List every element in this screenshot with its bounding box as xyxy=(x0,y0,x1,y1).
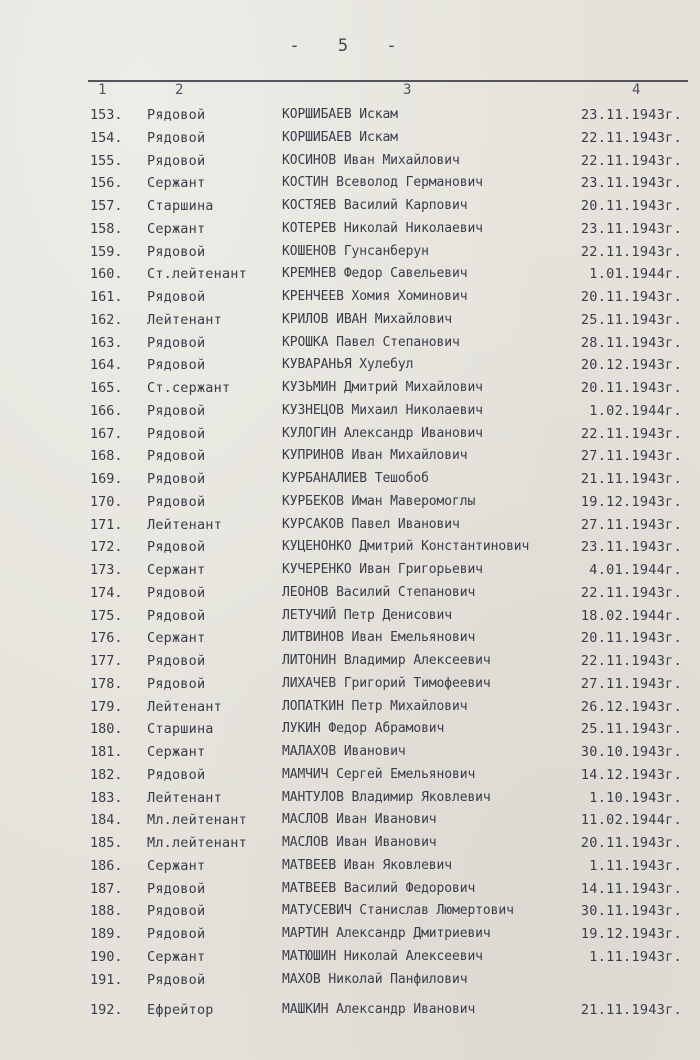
row-rank: Ст.сержант xyxy=(147,380,231,396)
row-name: ЛЕТУЧИЙ Петр Денисович xyxy=(282,607,452,623)
list-item xyxy=(0,718,700,741)
row-rank: Лейтенант xyxy=(147,516,222,533)
row-rank: Мл.лейтенант xyxy=(147,835,247,851)
row-number: 156. xyxy=(90,175,123,192)
row-name: КУЗЬМИН Дмитрий Михайлович xyxy=(282,380,483,395)
row-number: 181. xyxy=(90,744,123,760)
row-number: 174. xyxy=(90,584,123,601)
row-number: 191. xyxy=(90,971,123,988)
row-name: ЛИХАЧЕВ Григорий Тимофеевич xyxy=(282,675,491,691)
row-date: 19.12.1943г. xyxy=(580,493,682,510)
row-number: 166. xyxy=(90,402,123,419)
row-date: 14.12.1943г. xyxy=(580,766,682,783)
row-rank: Сержант xyxy=(147,175,206,192)
row-rank: Сержант xyxy=(147,744,206,760)
row-name: КРОШКА Павел Степанович xyxy=(282,334,460,350)
row-name: КУРБЕКОВ Иман Маверомоглы xyxy=(282,493,476,509)
row-number: 183. xyxy=(90,789,123,806)
row-rank: Рядовой xyxy=(147,107,206,123)
row-name: КУЧЕРЕНКО Иван Григорьевич xyxy=(282,562,483,577)
row-number: 179. xyxy=(90,698,123,715)
list-item xyxy=(0,650,700,673)
row-date: 23.11.1943г. xyxy=(580,220,682,237)
column-header-2: 2 xyxy=(175,82,184,98)
row-rank: Лейтенант xyxy=(147,698,222,715)
row-name: ЛОПАТКИН Петр Михайлович xyxy=(282,698,468,714)
list-item xyxy=(0,377,700,400)
row-date: 20.11.1943г. xyxy=(580,835,682,851)
page-number: - 5 - xyxy=(289,36,411,56)
row-rank: Рядовой xyxy=(147,243,206,260)
list-item xyxy=(0,999,700,1022)
row-number: 164. xyxy=(90,357,123,374)
list-item xyxy=(0,923,700,946)
row-name: КУПРИНОВ Иван Михайлович xyxy=(282,448,468,464)
row-date: 28.11.1943г. xyxy=(580,334,682,351)
row-name: КУЛОГИН Александр Иванович xyxy=(282,425,483,441)
row-date: 22.11.1943г. xyxy=(580,129,682,146)
row-name: МАТУСЕВИЧ Станислав Люмертович xyxy=(282,903,514,919)
list-item xyxy=(0,809,700,832)
row-name: КУРБАНАЛИЕВ Тешобоб xyxy=(282,471,429,486)
row-rank: Рядовой xyxy=(147,653,206,669)
row-name: МАТВЕЕВ Василий Федорович xyxy=(282,880,476,896)
row-rank: Лейтенант xyxy=(147,789,222,806)
row-name: МАРТИН Александр Дмитриевич xyxy=(282,926,491,941)
list-item xyxy=(0,309,700,332)
row-rank: Рядовой xyxy=(147,334,206,351)
row-rank: Старшина xyxy=(147,721,214,738)
row-date: 20.11.1943г. xyxy=(580,630,682,647)
row-number: 155. xyxy=(90,152,123,169)
row-rank: Старшина xyxy=(147,198,214,214)
row-name: МАСЛОВ Иван Иванович xyxy=(282,835,437,850)
row-rank: Рядовой xyxy=(147,448,206,465)
row-rank: Рядовой xyxy=(147,289,206,305)
row-name: МАШКИН Александр Иванович xyxy=(282,1002,476,1018)
row-number: 175. xyxy=(90,607,123,624)
list-item xyxy=(0,172,700,195)
row-date: 27.11.1943г. xyxy=(580,448,682,465)
row-date: 30.10.1943г. xyxy=(580,744,682,760)
row-number: 176. xyxy=(90,630,123,647)
row-rank: Рядовой xyxy=(147,584,206,601)
list-item xyxy=(0,127,700,150)
list-item xyxy=(0,423,700,446)
row-rank: Ст.лейтенант xyxy=(147,266,247,283)
row-rank: Рядовой xyxy=(147,493,206,510)
list-item xyxy=(0,696,700,719)
row-number: 171. xyxy=(90,516,123,533)
list-item xyxy=(0,878,700,901)
list-item xyxy=(0,514,700,537)
row-rank: Сержант xyxy=(147,562,206,578)
row-name: КУЦЕНОНКО Дмитрий Константинович xyxy=(282,539,530,555)
row-date: 18.02.1944г. xyxy=(580,607,682,624)
row-number: 161. xyxy=(90,289,123,305)
row-date: 20.11.1943г. xyxy=(580,198,682,214)
row-number: 162. xyxy=(90,311,123,328)
column-header-1: 1 xyxy=(98,82,107,98)
row-date: 1.10.1943г. xyxy=(589,789,682,806)
row-name: ЛИТВИНОВ Иван Емельянович xyxy=(282,630,476,646)
list-item xyxy=(0,559,700,582)
row-name: КОСТИН Всеволод Германович xyxy=(282,175,483,191)
row-date: 1.02.1944г. xyxy=(589,402,682,419)
list-item xyxy=(0,605,700,628)
row-name: КОШЕНОВ Гунсанберун xyxy=(282,243,429,259)
row-date: 1.01.1944г. xyxy=(589,266,682,283)
list-item xyxy=(0,582,700,605)
row-name: КРЕМНЕВ Федор Савельевич xyxy=(282,266,468,282)
list-item xyxy=(0,218,700,241)
row-number: 190. xyxy=(90,948,123,965)
row-date: 11.02.1944г. xyxy=(580,812,682,829)
row-number: 159. xyxy=(90,243,123,260)
row-name: КОСТЯЕВ Василий Карпович xyxy=(282,198,468,213)
row-rank: Рядовой xyxy=(147,152,206,169)
row-date: 22.11.1943г. xyxy=(580,584,682,601)
row-rank: Сержант xyxy=(147,630,206,647)
row-rank: Лейтенант xyxy=(147,311,222,328)
row-number: 180. xyxy=(90,721,123,738)
row-date: 21.11.1943г. xyxy=(580,471,682,487)
row-name: КРЕНЧЕЕВ Хомия Хоминович xyxy=(282,289,468,304)
row-date: 23.11.1943г. xyxy=(580,539,682,556)
row-rank: Сержант xyxy=(147,857,206,874)
row-number: 170. xyxy=(90,493,123,510)
row-number: 168. xyxy=(90,448,123,465)
row-date: 14.11.1943г. xyxy=(580,880,682,897)
list-item xyxy=(0,468,700,491)
list-item xyxy=(0,400,700,423)
row-date: 25.11.1943г. xyxy=(580,721,682,738)
list-item xyxy=(0,445,700,468)
row-number: 184. xyxy=(90,812,123,829)
row-number: 160. xyxy=(90,266,123,283)
row-date: 1.11.1943г. xyxy=(589,948,682,965)
list-item xyxy=(0,900,700,923)
row-date: 20.11.1943г. xyxy=(580,289,682,305)
row-date: 22.11.1943г. xyxy=(580,653,682,669)
row-rank: Рядовой xyxy=(147,357,206,374)
list-item xyxy=(0,855,700,878)
list-item xyxy=(0,969,700,992)
row-rank: Рядовой xyxy=(147,926,206,942)
row-date: 4.01.1944г. xyxy=(589,562,682,578)
row-rank: Рядовой xyxy=(147,607,206,624)
row-name: МАЛАХОВ Иванович xyxy=(282,744,406,759)
row-rank: Рядовой xyxy=(147,539,206,556)
row-name: МАТВЕЕВ Иван Яковлевич xyxy=(282,857,452,873)
row-name: МАТЮШИН Николай Алексеевич xyxy=(282,948,483,964)
row-number: 182. xyxy=(90,766,123,783)
row-number: 188. xyxy=(90,903,123,920)
row-number: 187. xyxy=(90,880,123,897)
row-rank: Рядовой xyxy=(147,402,206,419)
row-rank: Рядовой xyxy=(147,425,206,442)
list-item xyxy=(0,332,700,355)
list-item xyxy=(0,354,700,377)
row-date: 1.11.1943г. xyxy=(589,857,682,874)
row-name: КУЗНЕЦОВ Михаил Николаевич xyxy=(282,402,483,418)
row-name: ЛЕОНОВ Василий Степанович xyxy=(282,584,476,600)
row-date: 27.11.1943г. xyxy=(580,675,682,692)
row-rank: Сержант xyxy=(147,220,206,237)
row-rank: Рядовой xyxy=(147,471,206,487)
row-name: КРИЛОВ ИВАН Михайлович xyxy=(282,311,452,327)
row-number: 157. xyxy=(90,198,123,214)
row-number: 192. xyxy=(90,1002,123,1019)
row-date: 20.12.1943г. xyxy=(580,357,682,374)
row-number: 167. xyxy=(90,425,123,442)
row-name: ЛИТОНИН Владимир Алексеевич xyxy=(282,653,491,668)
row-rank: Рядовой xyxy=(147,675,206,692)
list-item xyxy=(0,832,700,855)
row-rank: Рядовой xyxy=(147,129,206,146)
row-date: 27.11.1943г. xyxy=(580,516,682,533)
row-number: 178. xyxy=(90,675,123,692)
row-date: 23.11.1943г. xyxy=(580,175,682,192)
casualty-list xyxy=(0,104,700,1022)
list-item xyxy=(0,787,700,810)
row-date: 22.11.1943г. xyxy=(580,152,682,169)
row-number: 158. xyxy=(90,220,123,237)
row-number: 189. xyxy=(90,926,123,942)
list-item xyxy=(0,286,700,309)
row-number: 154. xyxy=(90,129,123,146)
list-item xyxy=(0,627,700,650)
row-number: 153. xyxy=(90,107,123,123)
row-name: КОСИНОВ Иван Михайлович xyxy=(282,152,460,168)
list-item xyxy=(0,946,700,969)
row-name: МАХОВ Николай Панфилович xyxy=(282,971,468,987)
list-item xyxy=(0,536,700,559)
row-name: КОРШИБАЕВ Искам xyxy=(282,107,398,122)
row-date: 30.11.1943г. xyxy=(580,903,682,920)
list-item xyxy=(0,764,700,787)
row-number: 186. xyxy=(90,857,123,874)
row-date: 21.11.1943г. xyxy=(580,1002,682,1019)
list-item xyxy=(0,263,700,286)
row-date: 25.11.1943г. xyxy=(580,311,682,328)
row-name: ЛУКИН Федор Абрамович xyxy=(282,721,445,737)
row-rank: Сержант xyxy=(147,948,206,965)
list-item xyxy=(0,241,700,264)
row-date: 22.11.1943г. xyxy=(580,243,682,260)
list-item xyxy=(0,150,700,173)
row-number: 173. xyxy=(90,562,123,578)
list-item xyxy=(0,104,700,127)
row-name: КУРСАКОВ Павел Иванович xyxy=(282,516,460,532)
row-name: МАНТУЛОВ Владимир Яковлевич xyxy=(282,789,491,805)
row-number: 163. xyxy=(90,334,123,351)
row-name: КОРШИБАЕВ Искам xyxy=(282,129,398,145)
row-name: МАМЧИЧ Сергей Емельянович xyxy=(282,766,476,782)
row-number: 185. xyxy=(90,835,123,851)
row-number: 165. xyxy=(90,380,123,396)
row-number: 177. xyxy=(90,653,123,669)
row-rank: Рядовой xyxy=(147,880,206,897)
column-header-4: 4 xyxy=(632,82,641,98)
row-name: КУВАРАНЬЯ Хулебул xyxy=(282,357,414,373)
row-name: МАСЛОВ Иван Иванович xyxy=(282,812,437,828)
row-date: 26.12.1943г. xyxy=(580,698,682,715)
list-item xyxy=(0,673,700,696)
list-item xyxy=(0,195,700,218)
list-item xyxy=(0,491,700,514)
row-date: 20.11.1943г. xyxy=(580,380,682,396)
row-number: 172. xyxy=(90,539,123,556)
row-rank: Рядовой xyxy=(147,766,206,783)
row-rank: Мл.лейтенант xyxy=(147,812,247,829)
row-rank: Ефрейтор xyxy=(147,1002,214,1019)
row-name: КОТЕРЕВ Николай Николаевич xyxy=(282,220,483,236)
row-date: 19.12.1943г. xyxy=(580,926,682,942)
list-item xyxy=(0,741,700,764)
row-rank: Рядовой xyxy=(147,971,206,988)
row-number: 169. xyxy=(90,471,123,487)
column-header-3: 3 xyxy=(403,82,412,98)
row-rank: Рядовой xyxy=(147,903,206,920)
row-date: 22.11.1943г. xyxy=(580,425,682,442)
row-date: 23.11.1943г. xyxy=(580,107,682,123)
